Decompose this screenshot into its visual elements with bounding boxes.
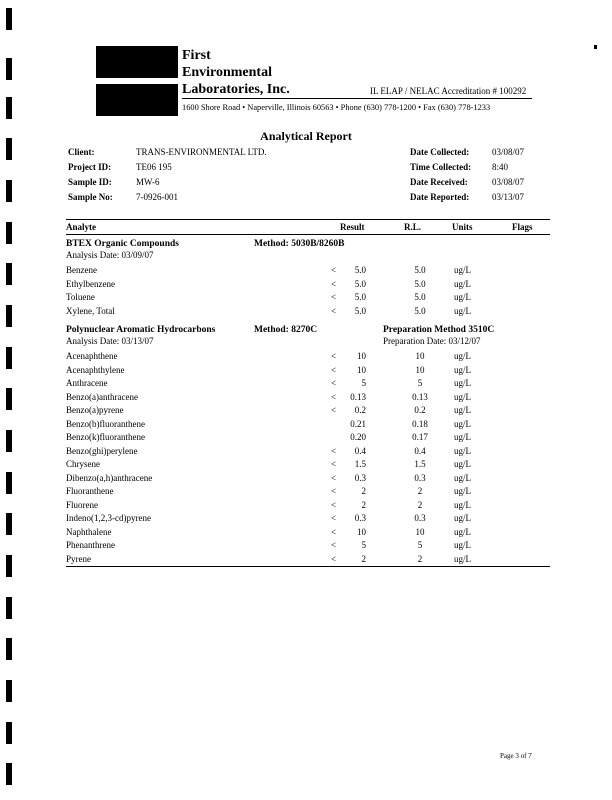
- analyte-name: Pyrene: [66, 553, 91, 564]
- header-units: Units: [452, 222, 473, 232]
- units: ug/L: [454, 418, 471, 429]
- client-label: Client:: [68, 147, 95, 157]
- result-qualifier: <: [331, 351, 337, 361]
- table-header: [66, 221, 556, 234]
- pah-prep-method: Preparation Method 3510C: [383, 325, 495, 335]
- letterhead-rule: [182, 98, 532, 99]
- result-value: 2: [361, 499, 366, 510]
- table-bottom-rule: [66, 566, 550, 567]
- reporting-limit: 2: [417, 486, 423, 496]
- analyte-name: Acenaphthylene: [66, 364, 125, 375]
- reporting-limit: 1.5: [414, 459, 426, 469]
- page-number: Page 3 of 7: [500, 752, 532, 760]
- table-row: [66, 512, 556, 525]
- analyte-name: Anthracene: [66, 378, 108, 388]
- units: ug/L: [454, 472, 471, 483]
- sample-id-label: Sample ID:: [68, 177, 112, 187]
- reporting-limit: 5.0: [414, 292, 426, 303]
- reporting-limit: 2: [417, 499, 423, 510]
- date-reported-value: 03/13/07: [492, 192, 525, 202]
- result-qualifier: <: [331, 553, 337, 564]
- logo-block-top: [96, 46, 178, 78]
- result-value: 2: [361, 486, 366, 496]
- right-edge-mark: [594, 45, 597, 49]
- result-qualifier: <: [331, 540, 337, 550]
- result-value: 0.20: [350, 432, 366, 442]
- table-row: [66, 291, 556, 304]
- table-row: [66, 431, 556, 444]
- result-value: 0.21: [350, 418, 366, 429]
- sample-no-value: 7-0926-001: [136, 192, 178, 202]
- result-value: 0.13: [350, 391, 366, 402]
- result-value: 5.0: [354, 305, 366, 316]
- table-row: [66, 404, 556, 417]
- result-value: 2: [361, 553, 366, 564]
- units: ug/L: [454, 513, 471, 523]
- result-qualifier: <: [331, 526, 337, 537]
- analyte-name: Indeno(1,2,3-cd)pyrene: [66, 513, 151, 523]
- result-qualifier: <: [331, 459, 337, 469]
- analyte-name: Toluene: [66, 292, 95, 303]
- units: ug/L: [454, 553, 471, 564]
- table-row: [66, 278, 556, 291]
- analyte-name: Benzo(k)fluoranthene: [66, 432, 145, 442]
- reporting-limit: 0.13: [412, 391, 428, 402]
- result-qualifier: <: [331, 364, 337, 375]
- report-title: Analytical Report: [260, 129, 352, 143]
- units: ug/L: [454, 292, 471, 303]
- result-value: 0.2: [354, 405, 366, 415]
- result-qualifier: <: [331, 445, 337, 456]
- table-row: [66, 472, 556, 485]
- reporting-limit: 10: [415, 526, 425, 537]
- result-value: 5.0: [354, 292, 366, 303]
- table-row: [66, 445, 556, 458]
- btex-section-title: BTEX Organic Compounds: [66, 239, 179, 249]
- sample-no-label: Sample No:: [68, 192, 113, 202]
- table-row: [66, 264, 556, 277]
- result-qualifier: <: [331, 292, 337, 303]
- project-value: TE06 195: [136, 162, 172, 172]
- analyte-name: Benzo(b)fluoranthene: [66, 418, 145, 429]
- result-value: 0.3: [354, 513, 366, 523]
- result-qualifier: <: [331, 265, 337, 275]
- analyte-name: Benzo(a)anthracene: [66, 391, 138, 402]
- table-row: [66, 364, 556, 377]
- result-qualifier: <: [331, 391, 337, 402]
- project-label: Project ID:: [68, 162, 112, 172]
- accreditation-text: IL ELAP / NELAC Accreditation # 100292: [370, 86, 527, 96]
- company-name-line2: Environmental: [182, 65, 272, 80]
- reporting-limit: 0.3: [414, 472, 426, 483]
- units: ug/L: [454, 445, 471, 456]
- time-collected-label: Time Collected:: [410, 162, 472, 172]
- table-row: [66, 377, 556, 390]
- analyte-name: Dibenzo(a,h)anthracene: [66, 472, 153, 483]
- result-value: 5.0: [354, 278, 366, 289]
- reporting-limit: 0.17: [412, 432, 428, 442]
- table-row: [66, 458, 556, 471]
- table-row: [66, 350, 556, 363]
- pah-prep-date: Preparation Date: 03/12/07: [383, 336, 481, 346]
- sample-id-value: MW-6: [136, 177, 160, 187]
- pah-analysis-date: Analysis Date: 03/13/07: [66, 336, 154, 346]
- result-value: 5: [361, 540, 366, 550]
- reporting-limit: 5.0: [414, 305, 426, 316]
- reporting-limit: 2: [417, 553, 423, 564]
- result-value: 0.3: [354, 472, 366, 483]
- table-row: [66, 391, 556, 404]
- logo-block-bottom: [96, 84, 178, 116]
- table-row: [66, 305, 556, 318]
- company-name-line1: First: [182, 48, 211, 63]
- company-address: 1600 Shore Road • Naperville, Illinois 60563 • Phone (630) 778-1200 • Fax (630) 778-1233: [182, 103, 491, 112]
- result-qualifier: <: [331, 405, 337, 415]
- reporting-limit: 0.2: [414, 405, 426, 415]
- result-qualifier: <: [331, 472, 337, 483]
- analyte-name: Naphthalene: [66, 526, 112, 537]
- header-flags: Flags: [512, 222, 533, 232]
- date-received-label: Date Received:: [410, 177, 468, 187]
- table-row: [66, 553, 556, 566]
- date-collected-label: Date Collected:: [410, 147, 470, 157]
- units: ug/L: [454, 526, 471, 537]
- result-value: 10: [357, 351, 366, 361]
- units: ug/L: [454, 391, 471, 402]
- analyte-name: Benzo(a)pyrene: [66, 405, 124, 415]
- units: ug/L: [454, 351, 471, 361]
- units: ug/L: [454, 278, 471, 289]
- result-value: 5.0: [354, 265, 366, 275]
- reporting-limit: 5.0: [414, 278, 426, 289]
- table-row: [66, 485, 556, 498]
- units: ug/L: [454, 364, 471, 375]
- reporting-limit: 0.18: [412, 418, 428, 429]
- header-result: Result: [340, 222, 365, 232]
- analyte-name: Benzene: [66, 265, 97, 275]
- table-header-rule: [66, 234, 550, 235]
- reporting-limit: 0.3: [414, 513, 426, 523]
- analyte-name: Phenanthrene: [66, 540, 115, 550]
- company-name-line3: Laboratories, Inc.: [182, 82, 290, 97]
- pah-method: Method: 8270C: [254, 325, 318, 335]
- date-reported-label: Date Reported:: [410, 192, 470, 202]
- pah-section-title: Polynuclear Aromatic Hydrocarbons: [66, 325, 216, 335]
- analyte-name: Benzo(ghi)perylene: [66, 445, 138, 456]
- client-value: TRANS-ENVIRONMENTAL LTD.: [136, 147, 267, 157]
- reporting-limit: 5: [417, 378, 423, 388]
- units: ug/L: [454, 432, 471, 442]
- table-row: [66, 418, 556, 431]
- time-collected-value: 8:40: [492, 162, 509, 172]
- result-value: 5: [361, 378, 366, 388]
- units: ug/L: [454, 540, 471, 550]
- units: ug/L: [454, 486, 471, 496]
- units: ug/L: [454, 265, 471, 275]
- btex-analysis-date: Analysis Date: 03/09/07: [66, 250, 154, 260]
- header-analyte: Analyte: [66, 222, 96, 232]
- table-row: [66, 526, 556, 539]
- analyte-name: Fluorene: [66, 499, 98, 510]
- analyte-name: Xylene, Total: [66, 305, 115, 316]
- result-qualifier: <: [331, 486, 337, 496]
- result-qualifier: <: [331, 278, 337, 289]
- analyte-name: Chrysene: [66, 459, 100, 469]
- header-rl: R.L.: [404, 222, 422, 232]
- reporting-limit: 0.4: [414, 445, 426, 456]
- result-qualifier: <: [331, 513, 337, 523]
- reporting-limit: 10: [415, 364, 425, 375]
- reporting-limit: 10: [415, 351, 425, 361]
- units: ug/L: [454, 499, 471, 510]
- table-row: [66, 539, 556, 552]
- result-qualifier: <: [331, 499, 337, 510]
- table-row: [66, 499, 556, 512]
- units: ug/L: [454, 405, 471, 415]
- units: ug/L: [454, 305, 471, 316]
- result-value: 10: [357, 526, 366, 537]
- result-value: 0.4: [354, 445, 366, 456]
- table-top-rule: [66, 219, 550, 220]
- btex-method: Method: 5030B/8260B: [254, 239, 345, 249]
- result-qualifier: <: [331, 378, 337, 388]
- result-value: 10: [357, 364, 366, 375]
- units: ug/L: [454, 378, 471, 388]
- analyte-name: Fluoranthene: [66, 486, 114, 496]
- result-value: 1.5: [354, 459, 366, 469]
- analyte-name: Acenaphthene: [66, 351, 118, 361]
- units: ug/L: [454, 459, 471, 469]
- result-qualifier: <: [331, 305, 337, 316]
- reporting-limit: 5.0: [414, 265, 426, 275]
- reporting-limit: 5: [417, 540, 423, 550]
- date-collected-value: 03/08/07: [492, 147, 525, 157]
- date-received-value: 03/08/07: [492, 177, 525, 187]
- analyte-name: Ethylbenzene: [66, 278, 115, 289]
